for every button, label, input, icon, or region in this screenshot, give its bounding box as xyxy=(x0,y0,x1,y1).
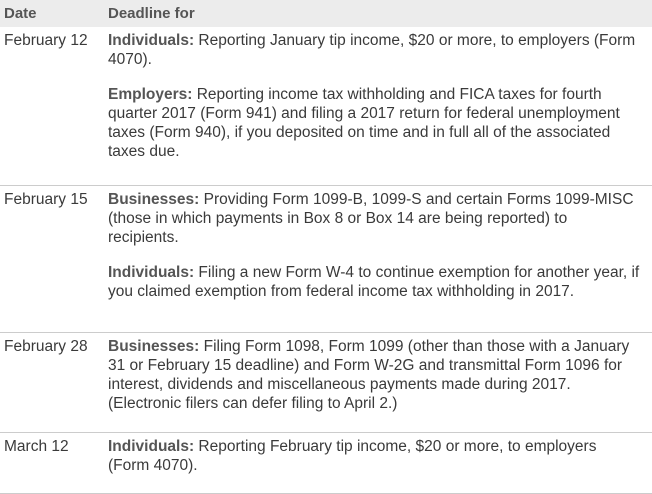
table-row xyxy=(0,433,652,494)
deadline-entry xyxy=(108,437,640,475)
entry-text: Filing a new Form W-4 to continue exemption for another year, if you claimed exemption from federal income tax withholding in 2017. xyxy=(108,264,640,300)
entry-party: Individuals: xyxy=(108,32,195,49)
entry-party: Individuals: xyxy=(108,264,195,281)
deadline-entry xyxy=(108,263,640,301)
deadline-entry xyxy=(108,337,640,413)
row-deadlines xyxy=(104,186,640,332)
row-date: February 28 xyxy=(4,338,88,355)
row-deadlines xyxy=(104,27,640,185)
row-date: March 12 xyxy=(4,438,69,455)
deadline-column-header: Deadline for xyxy=(108,5,195,22)
entry-text: Reporting February tip income, $20 or more, to employers (Form 4070). xyxy=(108,438,597,474)
entry-party: Employers: xyxy=(108,86,193,103)
entry-party: Businesses: xyxy=(108,338,200,355)
table-row xyxy=(0,27,652,186)
entry-text: Reporting January tip income, $20 or more, to employers (Form 4070). xyxy=(108,32,636,68)
row-date: February 15 xyxy=(4,191,88,208)
deadline-entry xyxy=(108,190,640,247)
deadline-entry xyxy=(108,85,640,161)
entry-text: Providing Form 1099-B, 1099-S and certain Forms 1099-MISC (those in which payments in Box 8 or Box 14 are being reported) to recipients. xyxy=(108,191,634,246)
date-column-header: Date xyxy=(4,5,37,22)
entry-text: Reporting income tax withholding and FICA taxes for fourth quarter 2017 (Form 941) and filing a 2017 return for federal unemployment taxes (Form 940), if you deposited on time and in full all of the associated taxes due. xyxy=(108,86,620,160)
row-date: February 12 xyxy=(4,32,88,49)
row-deadlines xyxy=(104,433,640,493)
table-row xyxy=(0,186,652,333)
entry-party: Businesses: xyxy=(108,191,200,208)
table-header xyxy=(0,0,652,27)
entry-party: Individuals: xyxy=(108,438,195,455)
table-row xyxy=(0,333,652,433)
entry-text: Filing Form 1098, Form 1099 (other than those with a January 31 or February 15 deadline) and Form W-2G and transmittal Form 1096 for interest, dividends and miscellaneous payments made during 2017. (Electronic filers can defer filing to April 2.) xyxy=(108,338,630,412)
deadline-entry xyxy=(108,31,640,69)
row-deadlines xyxy=(104,333,640,432)
